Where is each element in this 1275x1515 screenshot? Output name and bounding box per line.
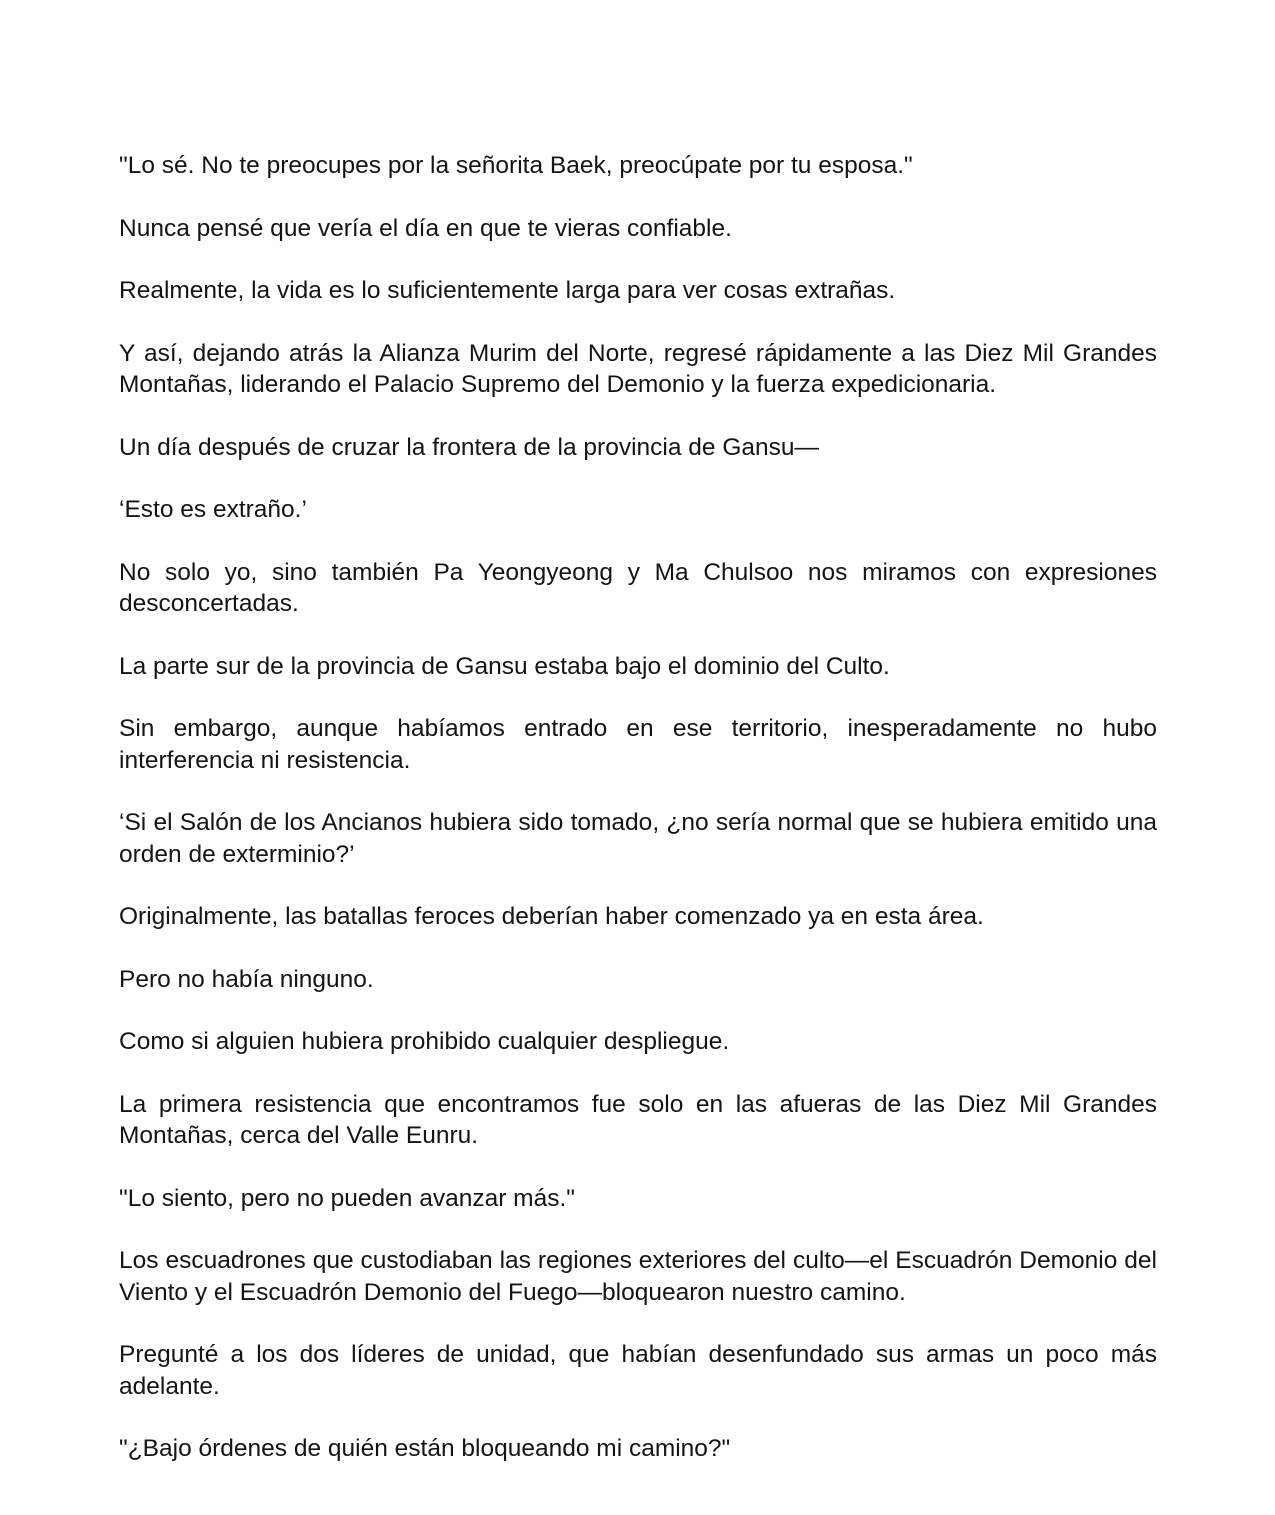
paragraph: "Lo siento, pero no pueden avanzar más." — [119, 1184, 575, 1212]
paragraph: ‘Si el Salón de los Ancianos hubiera sido tomado, ¿no sería normal que se hubiera emitido una orden de exterminio?’ — [119, 809, 1157, 868]
paragraph: Realmente, la vida es lo suficientemente larga para ver cosas extrañas. — [119, 277, 896, 304]
paragraph: La parte sur de la provincia de Gansu estaba bajo el dominio del Culto. — [119, 652, 890, 680]
paragraph: "¿Bajo órdenes de quién están bloqueando mi camino?" — [119, 1435, 731, 1462]
paragraph: Originalmente, las batallas feroces deberían haber comenzado ya en esta área. — [119, 903, 984, 930]
paragraph: ‘Esto es extraño.’ — [119, 496, 307, 523]
paragraph: Un día después de cruzar la frontera de la provincia de Gansu— — [119, 433, 820, 461]
paragraph: "Lo sé. No te preocupes por la señorita Baek, preocúpate por tu esposa." — [119, 152, 913, 179]
paragraph: Nunca pensé que vería el día en que te vieras confiable. — [119, 214, 732, 242]
body-text — [119, 150, 1157, 1496]
paragraph: Como si alguien hubiera prohibido cualquier despliegue. — [119, 1028, 730, 1055]
paragraph: Los escuadrones que custodiaban las regiones exteriores del culto—el Escuadrón Demonio del Viento y el Escuadrón Demonio del Fuego—bloquearon nuestro camino. — [119, 1247, 1157, 1306]
paragraph: Y así, dejando atrás la Alianza Murim del Norte, regresé rápidamente a las Diez Mil Grandes Montañas, liderando el Palacio Supremo del Demonio y la fuerza expedicionaria. — [119, 339, 1157, 398]
paragraph: Pero no había ninguno. — [119, 965, 374, 993]
paragraph: No solo yo, sino también Pa Yeongyeong y Ma Chulsoo nos miramos con expresiones desconcertadas. — [119, 558, 1157, 617]
paragraph: La primera resistencia que encontramos fue solo en las afueras de las Diez Mil Grandes Montañas, cerca del Valle Eunru. — [119, 1090, 1157, 1149]
paragraph: Pregunté a los dos líderes de unidad, que habían desenfundado sus armas un poco más adelante. — [119, 1341, 1157, 1400]
paragraph: Sin embargo, aunque habíamos entrado en ese territorio, inesperadamente no hubo interferencia ni resistencia. — [119, 715, 1157, 774]
